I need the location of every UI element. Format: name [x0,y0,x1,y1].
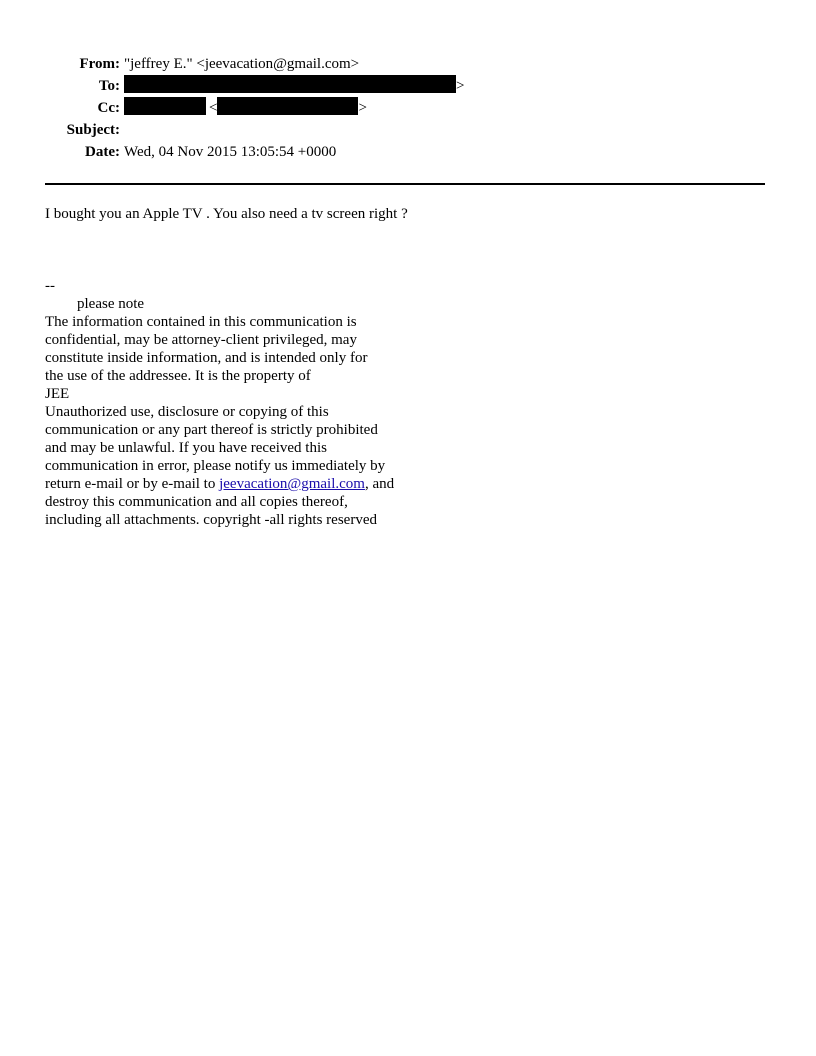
signature-note: please note [77,296,145,312]
date-row [0,141,816,163]
cc-open: < [209,100,218,116]
disclaimer-line: communication or any part thereof is strictly prohibited [45,422,378,438]
disclaimer-line-return [45,475,465,493]
disclaimer-line: including all attachments. copyright -all rights reserved [45,512,377,528]
disclaimer-line: confidential, may be attorney-client privileged, may [45,332,357,348]
disclaimer-line: the use of the addressee. It is the property of [45,368,311,384]
to-row [0,75,816,97]
cc-value [124,97,367,119]
email-header [0,53,816,163]
to-value [124,75,464,97]
header-divider [45,183,765,185]
disclaimer-line: Unauthorized use, disclosure or copying of this [45,404,329,420]
cc-close: > [358,100,367,116]
return-suffix: , and [364,476,395,492]
return-prefix: return e-mail or by e-mail to [45,476,220,492]
redaction-bar [124,75,456,93]
email-link[interactable]: jeevacation@gmail.com [219,476,365,492]
cc-label: Cc: [97,100,120,116]
to-suffix: > [456,78,465,94]
date-value: Wed, 04 Nov 2015 13:05:54 +0000 [124,144,337,160]
message-body: I bought you an Apple TV . You also need a tv screen right ? [45,206,408,222]
to-label: To: [98,78,120,94]
subject-label: Subject: [66,122,120,138]
from-row [0,53,816,75]
disclaimer-line: JEE [45,386,70,402]
cc-row [0,97,816,119]
redaction-bar [217,97,358,115]
signature-block [45,277,465,529]
disclaimer-line: The information contained in this communication is [45,314,357,330]
date-label: Date: [85,144,120,160]
disclaimer-line: destroy this communication and all copies thereof, [45,494,348,510]
disclaimer-line: and may be unlawful. If you have received this [45,440,327,456]
signature-dashes: -- [45,278,55,294]
from-value: "jeffrey E." <jeevacation@gmail.com> [124,56,360,72]
disclaimer-line: communication in error, please notify us immediately by [45,458,386,474]
redaction-bar [124,97,206,115]
from-label: From: [79,56,120,72]
subject-row [0,119,816,141]
disclaimer-line: constitute inside information, and is intended only for [45,350,368,366]
